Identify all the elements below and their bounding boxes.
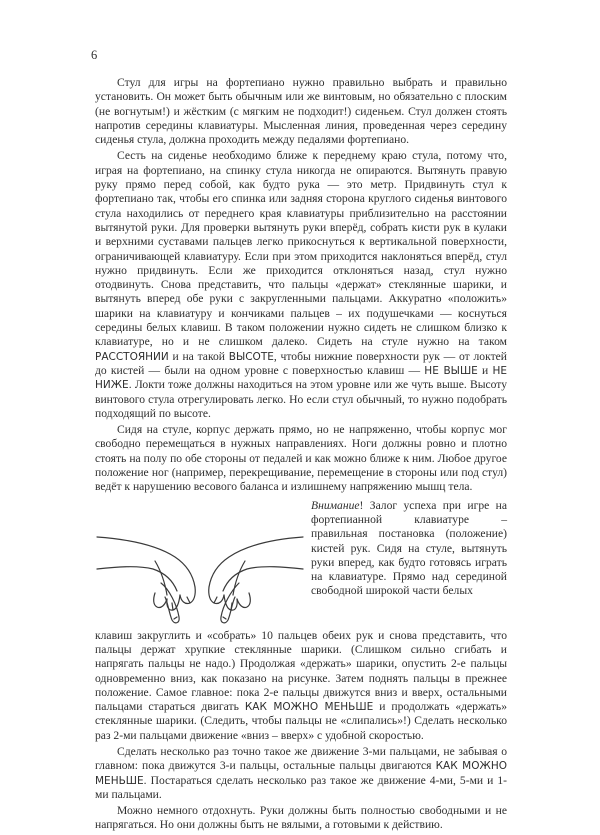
- emphasis-as-little: КАК МОЖНО МЕНЬШЕ: [244, 701, 374, 714]
- emphasis-not-lower: НЕ НИЖЕ: [95, 364, 507, 392]
- paragraph-chair-selection: Стул для игры на фортепиано нужно правильно выбрать и правильно установить. Он может быть обычным или же винтовым, но обязательно с плоским (не вогнутым!) и жёстким (с мягким не подходит!) сиденьем. Стул должен стоять напротив середины клавиатуры. Мысленная линия, проведенная через середину сиденья стула, должна проходить между педалями фортепиано.: [95, 76, 507, 147]
- text-run: Сесть на сиденье необходимо ближе к переднему краю стула, потому что, играя на фортепиано, на спинку стула никогда не опираются. Вытянуть правую руку прямо перед собой, как будто рука — это метр. Придвинуть стул к фортепиано так, чтобы его спинка или задняя сторона круглого сиденья винтового стула находились от переднего края клавиатуры приблизительно на расстоянии вытянутой руки. Для проверки вытянуть руки вперёд, собрать кисти рук в кулаки и верхними суставами пальцев легко прикоснуться к вертикальной поверхности, ограничивающей клавиатуру. Если при этом приходится наклоняться вперёд, стул нужно придвинуть. Если же приходится отклоняться назад, стул нужно отодвинуть. Снова представить, что пальцы «держат» стеклянные шарики, и вытянуть вперед обе руки с закругленными пальцами. Аккуратно «положить» шарики на клавиатуру и кончиками пальцев – их подушечками — коснуться середины белых клавиш. В таком положении нужно сидеть не слишком близко к клавиатуре, но и не слишком далеко. Сидеть на стуле нужно на таком: [95, 149, 507, 349]
- page-number: 6: [91, 48, 98, 62]
- paragraph-attention: [305, 499, 507, 629]
- text-run: клавиш закруглить и «собрать» 10 пальцев обеих рук и снова представить, что пальцы держат хрупкие стеклянные шарики. (Слишком сильно сгибать и напрягать пальцы не надо.) Продолжая «держать» шарики, опустить 2-е пальцы одновременно вниз, как показано на рисунке. Затем поднять пальцы в прежнее положение. Самое главное: пока 2-е пальцы движутся вниз и вверх, остальными пальцами стараться двигать: [95, 628, 507, 714]
- paragraph-third-fingers: [95, 745, 507, 802]
- emphasis-as-little: КАК МОЖНО МЕНЬШЕ: [95, 760, 507, 787]
- emphasis-not-higher: НЕ ВЫШЕ: [424, 364, 478, 377]
- text-run: и: [477, 363, 493, 377]
- text-run: , чтобы нижние поверхности рук — от локтей до кистей — были на одном уровне с поверхностью клавиш —: [95, 349, 507, 377]
- paragraph-posture: Сидя на стуле, корпус держать прямо, но не напряженно, чтобы корпус мог свободно перемещаться в нужных направлениях. Ноги должны ровно и плотно стоять на полу по обе стороны от педалей и как можно ближе к ним. Любое другое положение ног (например, перекрещивание, перемещение в стороны или под стул) ведёт к нарушению весового баланса и излишнему напряжению мышц тела.: [95, 423, 507, 494]
- text-run: и продолжать «держать» стеклянные шарики. (Следить, чтобы пальцы не «слипались»!) Сделать несколько раз 2-ми пальцами движение «вниз – вверх» с удобной скоростью.: [95, 700, 507, 742]
- text-run: Сделать несколько раз точно такое же движение 3-ми пальцами, не забывая о главном: пока движутся 3-и пальцы, остальные пальцы двигаются: [95, 744, 507, 773]
- attention-label: Внимание: [311, 498, 360, 512]
- figure-row: [95, 499, 507, 629]
- text-run: . Локти тоже должны находиться на этом уровне или же чуть выше. Высоту винтового стула отрегулировать легко. Но если стул обычный, то нужно подобрать подходящий по высоте.: [95, 378, 507, 420]
- body-text: [95, 76, 507, 835]
- emphasis-height: ВЫСОТЕ: [228, 350, 274, 363]
- paragraph-seating-distance: [95, 149, 507, 421]
- hands-illustration-icon: [95, 499, 305, 629]
- paragraph-rest: Можно немного отдохнуть. Руки должны быть полностью свободными и не напрягаться. Но они должны быть не вялыми, а готовыми к действию.: [95, 804, 507, 832]
- text-run: . Постараться сделать несколько раз такое же движение 4-ми, 5-ми и 1-ми пальцами.: [95, 773, 507, 801]
- emphasis-distance: РАССТОЯНИИ: [95, 350, 169, 363]
- paragraph-attention-continued: [95, 629, 507, 743]
- text-run: и на такой: [168, 349, 229, 363]
- text-run: ! Залог успеха при игре на фортепианной клавиатуре – правильная постановка (положение) кистей рук. Сидя на стуле, вытянуть руки вперед, как будто готовясь играть на клавиатуре. Прямо над серединой свободной широкой части белых: [311, 498, 507, 598]
